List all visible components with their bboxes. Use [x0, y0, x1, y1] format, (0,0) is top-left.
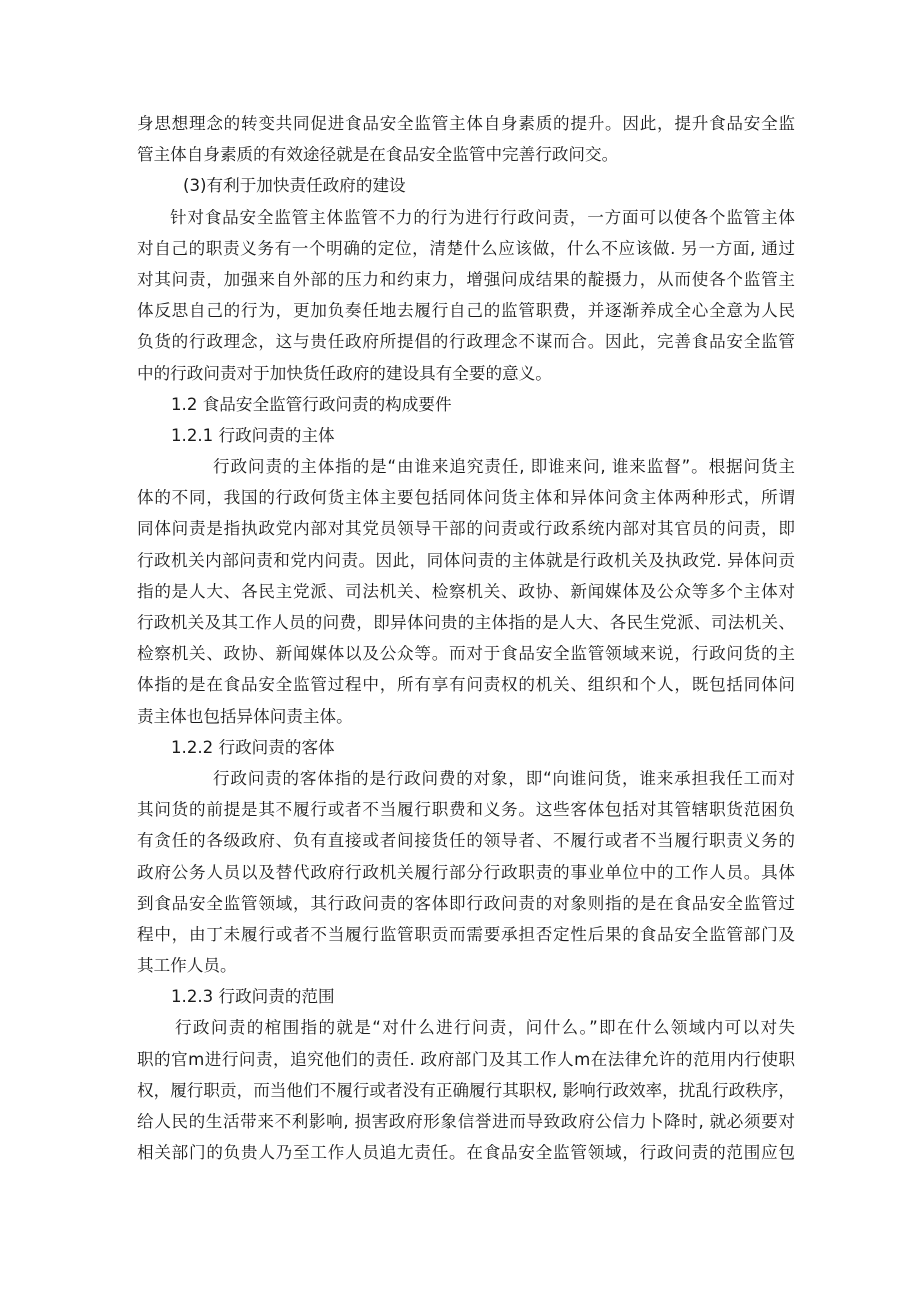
text-line: 行政机关及其工作人员的问费，即异体问贵的主体指的是人大、各民生党派、司法机关、 — [137, 613, 795, 632]
text-line: (3)有利于加快责任政府的建设 — [183, 176, 406, 196]
text-line: 对自己的职责义务有一个明确的定位，清楚什么应该做，什么不应该做. 另一方面, 通过 — [137, 238, 795, 258]
text-line: 行政问责的客体指的是行政问费的对象，即“向谁问货，谁来承担我任工而对 — [213, 768, 795, 788]
text-line: 职的官m进行问责，追究他们的责任. 政府部门及其工作人m在法律允许的范用内行使职 — [137, 1049, 795, 1069]
text-line: 相关部门的负贵人乃至工作人员追尢责任。在食品安全监管领域，行政问责的范围应包 — [137, 1143, 795, 1163]
document-page — [137, 108, 795, 1168]
text-line: 身思想理念的转变共同促进食品安全监管主体自身素质的提升。因此，提升食品安全监 — [137, 114, 795, 133]
text-line: 行政问责的主体指的是“由谁来追究责任, 即谁来问, 谁来监督”。根据问货主 — [213, 457, 795, 477]
text-line: 检察机关、政协、新闻媒体以及公众等。而对于食品安全监管领域来说，行政问货的主 — [137, 644, 795, 664]
text-line: 体的不同，我国的行政何货主体主要包括同体问货主体和异体问贪主体两种形式，所谓 — [137, 488, 795, 508]
text-line: 1.2.3 行政问责的范围 — [171, 987, 335, 1007]
text-line: 体指的是在食品安全监管过程中，所有享有问责权的机关、组织和个人，既包括同体问 — [137, 675, 795, 695]
text-line: 有贪任的各级政府、负有直接或者间接货任的领导者、不履行或者不当履行职责义务的 — [137, 831, 795, 851]
text-line: 行政问责的棺围指的就是“对什么进行问责，问什么。”即在什么领域内可以对失 — [175, 1018, 795, 1038]
text-line: 同体问责是指执政党内部对其党员领导干部的问责或行政系统内部对其官员的问责，即 — [137, 519, 795, 539]
text-line: 权，履行职贡，而当他们不履行或者没有正确履行其职权, 影响行政效率，扰乱行政秩序， — [137, 1080, 795, 1100]
text-line: 1.2 食品安全监管行政问责的构成要件 — [171, 394, 452, 414]
text-line: 责主体也包括异体问责主体。 — [137, 706, 353, 726]
text-line: 行政机关内部问责和党内问责。因此，同体问责的主体就是行政机关及执政党. 异体问贡 — [137, 550, 795, 570]
text-line: 针对食品安全监管主体监管不力的行为进行行政问责，一方面可以使各个监管主体 — [170, 207, 795, 227]
text-line: 对其问责，加强来自外部的压力和约束力，增强问成结果的靛摄力，从而使各个监管主 — [137, 269, 795, 289]
text-line: 其工作人员。 — [137, 956, 237, 976]
text-line: 负货的行政理念，这与贵任政府所提倡的行政理念不谋而合。因此，完善食品安全监管 — [137, 332, 795, 352]
text-line: 给人民的生活带来不利影响, 损害政府形象信誉进而导致政府公信力卜降时, 就必须要对 — [137, 1112, 795, 1131]
text-line: 到食品安全监管领域，其行政问责的客体即行政问责的对象则指的是在食品安全监管过 — [137, 893, 795, 913]
text-line: 中的行政问责对于加快货任政府的建设具有全要的意义。 — [137, 363, 552, 383]
text-line: 指的是人大、各民主党派、司法机关、检察机关、政协、新闻媒体及公众等多个主体对 — [137, 581, 795, 601]
text-line: 管主体自身素质的有效途径就是在食品安全监管中完善行政问交。 — [137, 145, 619, 165]
text-line: 程中，由丁未履行或者不当履行监管职贡而需要承担否定性后果的食品安全监管部门及 — [137, 924, 795, 944]
text-line: 体反思自己的行为，更加负奏任地去履行自己的监管职费，并逐渐养成全心全意为人民 — [137, 301, 795, 321]
text-line: 政府公务人员以及替代政府行政机关履行部分行政职责的事业单位中的工作人员。具体 — [137, 862, 795, 882]
text-line: 1.2.1 行政问责的主体 — [171, 425, 335, 445]
text-line: 1.2.2 行政问责的客体 — [171, 737, 335, 757]
text-line: 其问货的前提是其不履行或者不当履行职费和义务。这些客体包括对其管辖职货范困负 — [137, 800, 795, 820]
